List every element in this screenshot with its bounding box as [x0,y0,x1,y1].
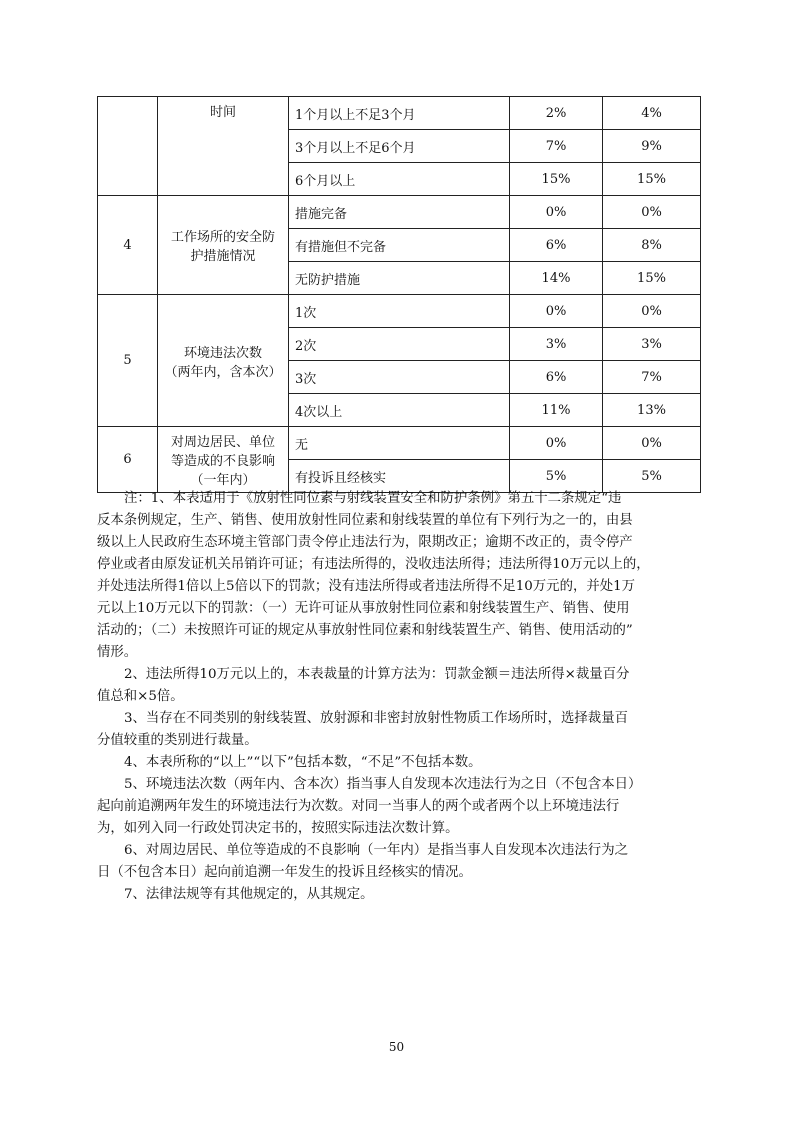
penalty-discretion-table [97,96,701,493]
percent-cell-2: 4% [603,97,701,130]
percent-cell-2: 8% [603,229,701,262]
factor-line: 等造成的不良影响 [170,454,275,469]
level-cell: 无 [289,427,510,460]
factor-line: 时间 [209,105,236,120]
note-paragraph [97,488,707,664]
percent-cell-1: 3% [510,328,603,361]
percent-cell-2: 3% [603,328,701,361]
note-paragraph [97,774,707,840]
page-number: 50 [388,1040,405,1054]
item-number-cell: 5 [98,295,158,427]
percent-cell-2: 0% [603,427,701,460]
note-line: 分值较重的类别进行裁量。 [97,733,258,748]
level-cell: 3个月以上不足6个月 [289,130,510,163]
note-line: 值总和×5倍。 [97,689,184,704]
percent-cell-1: 6% [510,229,603,262]
note-paragraph [97,752,707,774]
note-line: 元以上10万元以下的罚款：（一）无许可证从事放射性同位素和射线装置生产、销售、使用 [97,601,630,616]
note-line: 6、对周边居民、单位等造成的不良影响（一年内）是指当事人自发现本次违法行为之 [124,843,628,858]
level-cell: 1次 [289,295,510,328]
item-number-cell [98,97,158,196]
percent-cell-2: 5% [603,460,701,493]
percent-cell-1: 5% [510,460,603,493]
factor-cell [158,427,289,493]
table-row [98,97,701,130]
note-paragraph [97,708,707,752]
percent-cell-1: 15% [510,163,603,196]
note-line: 并处违法所得1倍以上5倍以下的罚款；没有违法所得或者违法所得不足10万元的，并处1万 [97,579,636,594]
level-cell: 6个月以上 [289,163,510,196]
table-row [98,295,701,328]
factor-line: （一年内） [190,473,256,488]
note-line: 3、当存在不同类别的射线装置、放射源和非密封放射性物质工作场所时，选择裁量百 [124,711,628,726]
percent-cell-1: 14% [510,262,603,295]
note-line: 情形。 [97,645,138,660]
percent-cell-1: 0% [510,427,603,460]
factor-line: 对周边居民、单位 [170,435,275,450]
note-line: 为，如列入同一行政处罚决定书的，按照实际违法次数计算。 [97,821,459,836]
percent-cell-2: 0% [603,295,701,328]
percent-cell-1: 7% [510,130,603,163]
level-cell: 4次以上 [289,394,510,427]
level-cell: 有投诉且经核实 [289,460,510,493]
note-line: 2、违法所得10万元以上的，本表裁量的计算方法为：罚款金额＝违法所得×裁量百分 [124,667,630,682]
percent-cell-2: 0% [603,196,701,229]
level-cell: 2次 [289,328,510,361]
factor-cell [158,97,289,196]
percent-cell-2: 13% [603,394,701,427]
note-line: 4、本表所称的“以上”“以下”包括本数，“不足”不包括本数。 [124,755,482,770]
table-notes [97,488,707,906]
factor-line: 环境违法次数 [183,345,262,361]
note-line: 停业或者由原发证机关吊销许可证；有违法所得的，没收违法所得；违法所得10万元以上的， [97,557,650,572]
factor-line: 工作场所的安全防 [170,230,275,245]
note-paragraph [97,664,707,708]
level-cell: 无防护措施 [289,262,510,295]
note-line: 日（不包含本日）起向前追溯一年发生的投诉且经核实的情况。 [97,865,472,880]
level-cell: 措施完备 [289,196,510,229]
percent-cell-1: 0% [510,196,603,229]
note-line: 起向前追溯两年发生的环境违法行为次数。对同一当事人的两个或者两个以上环境违法行 [97,799,620,814]
note-paragraph [97,884,707,906]
factor-cell [158,196,289,295]
note-paragraph [97,840,707,884]
item-number-cell: 6 [98,427,158,493]
level-cell: 1个月以上不足3个月 [289,97,510,130]
table-row [98,427,701,460]
level-cell: 3次 [289,361,510,394]
factor-line: 护措施情况 [190,249,256,264]
percent-cell-2: 9% [603,130,701,163]
note-line: 注：1、本表适用于《放射性同位素与射线装置安全和防护条例》第五十二条规定“违 [124,491,622,506]
factor-cell [158,295,289,427]
percent-cell-1: 0% [510,295,603,328]
percent-cell-2: 15% [603,163,701,196]
note-line: 反本条例规定，生产、销售、使用放射性同位素和射线装置的单位有下列行为之一的，由县 [97,513,633,528]
note-line: 7、法律法规等有其他规定的，从其规定。 [124,887,374,902]
percent-cell-2: 7% [603,361,701,394]
factor-line: （两年内，含本次） [164,364,282,380]
percent-cell-1: 11% [510,394,603,427]
percent-cell-1: 2% [510,97,603,130]
level-cell: 有措施但不完备 [289,229,510,262]
note-line: 5、环境违法次数（两年内、含本次）指当事人自发现本次违法行为之日（不包含本日） [124,777,642,792]
table-row [98,196,701,229]
note-line: 级以上人民政府生态环境主管部门责令停止违法行为，限期改正；逾期不改正的，责令停产 [97,535,633,550]
percent-cell-2: 15% [603,262,701,295]
note-line: 活动的；（二）未按照许可证的规定从事放射性同位素和射线装置生产、销售、使用活动的” [97,623,633,638]
percent-cell-1: 6% [510,361,603,394]
item-number-cell: 4 [98,196,158,295]
